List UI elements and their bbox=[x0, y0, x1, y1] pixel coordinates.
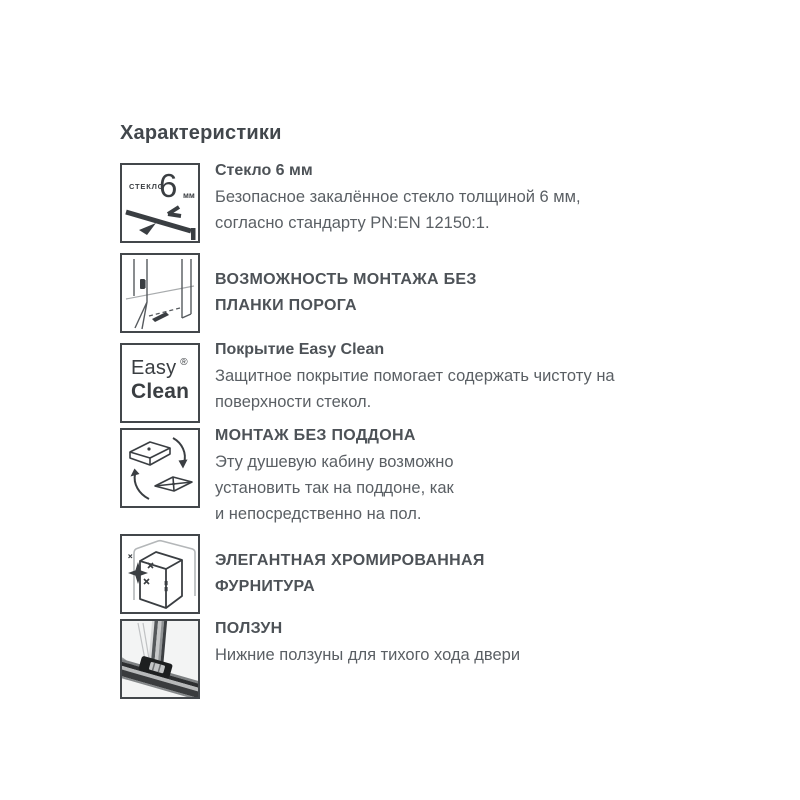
feature-body-line: Безопасное закалённое стекло толщиной 6 мм, bbox=[215, 188, 581, 206]
roller-photo-drawing bbox=[122, 621, 198, 697]
glass-pane-drawing bbox=[122, 165, 198, 241]
feature-row-glass bbox=[120, 163, 700, 243]
glass-icon-label: СТЕКЛО bbox=[129, 182, 165, 191]
feature-body-line: Эту душевую кабину возможно bbox=[215, 453, 454, 471]
feature-body-line: поверхности стекол. bbox=[215, 393, 372, 411]
easy-clean-logo-line1: Easy bbox=[131, 357, 177, 379]
feature-text-no-tray bbox=[215, 423, 454, 527]
feature-row-slider bbox=[120, 619, 700, 699]
feature-text-chrome bbox=[215, 548, 485, 600]
feature-row-chrome bbox=[120, 534, 700, 614]
easy-clean-logo-line2: Clean bbox=[131, 380, 190, 403]
feature-heading: Покрытие Easy Clean bbox=[215, 341, 385, 358]
feature-row-easy-clean bbox=[120, 343, 700, 423]
feature-body-line: Защитное покрытие помогает содержать чистоту на bbox=[215, 367, 615, 385]
feature-body-line: согласно стандарту PN:EN 12150:1. bbox=[215, 214, 490, 232]
feature-body-line: установить так на поддоне, как bbox=[215, 479, 454, 497]
chrome-hardware-icon bbox=[120, 534, 200, 614]
feature-text-no-threshold bbox=[215, 267, 477, 319]
feature-heading-line: ЭЛЕГАНТНАЯ ХРОМИРОВАННАЯ bbox=[215, 552, 485, 569]
characteristics-section bbox=[120, 123, 700, 699]
door-without-threshold-drawing bbox=[122, 255, 198, 331]
feature-row-no-tray bbox=[120, 428, 700, 527]
feature-heading: ПОЛЗУН bbox=[215, 620, 283, 637]
feature-heading: Стекло 6 мм bbox=[215, 162, 313, 179]
no-threshold-icon bbox=[120, 253, 200, 333]
glass-icon-value: 6 bbox=[159, 167, 178, 204]
feature-text-glass bbox=[215, 158, 581, 236]
feature-row-no-threshold bbox=[120, 253, 700, 333]
easy-clean-logo bbox=[131, 358, 189, 402]
registered-mark: ® bbox=[180, 357, 188, 368]
feature-body-line: Нижние ползуны для тихого хода двери bbox=[215, 646, 521, 664]
shiny-cabin-drawing bbox=[122, 536, 198, 612]
feature-body-line: и непосредственно на пол. bbox=[215, 505, 422, 523]
glass-icon-unit: мм bbox=[183, 191, 195, 200]
feature-text-slider bbox=[215, 616, 520, 668]
slider-roller-icon bbox=[120, 619, 200, 699]
page-title: Характеристики bbox=[120, 122, 282, 144]
glass-6mm-icon bbox=[120, 163, 200, 243]
feature-text-easy-clean bbox=[215, 337, 615, 415]
feature-heading-line: ПЛАНКИ ПОРОГА bbox=[215, 297, 357, 314]
tray-swap-drawing bbox=[122, 430, 198, 506]
feature-heading: МОНТАЖ БЕЗ ПОДДОНА bbox=[215, 427, 416, 444]
feature-heading-line: ФУРНИТУРА bbox=[215, 578, 315, 595]
feature-heading-line: ВОЗМОЖНОСТЬ МОНТАЖА БЕЗ bbox=[215, 271, 477, 288]
easy-clean-icon bbox=[120, 343, 200, 423]
no-tray-icon bbox=[120, 428, 200, 508]
